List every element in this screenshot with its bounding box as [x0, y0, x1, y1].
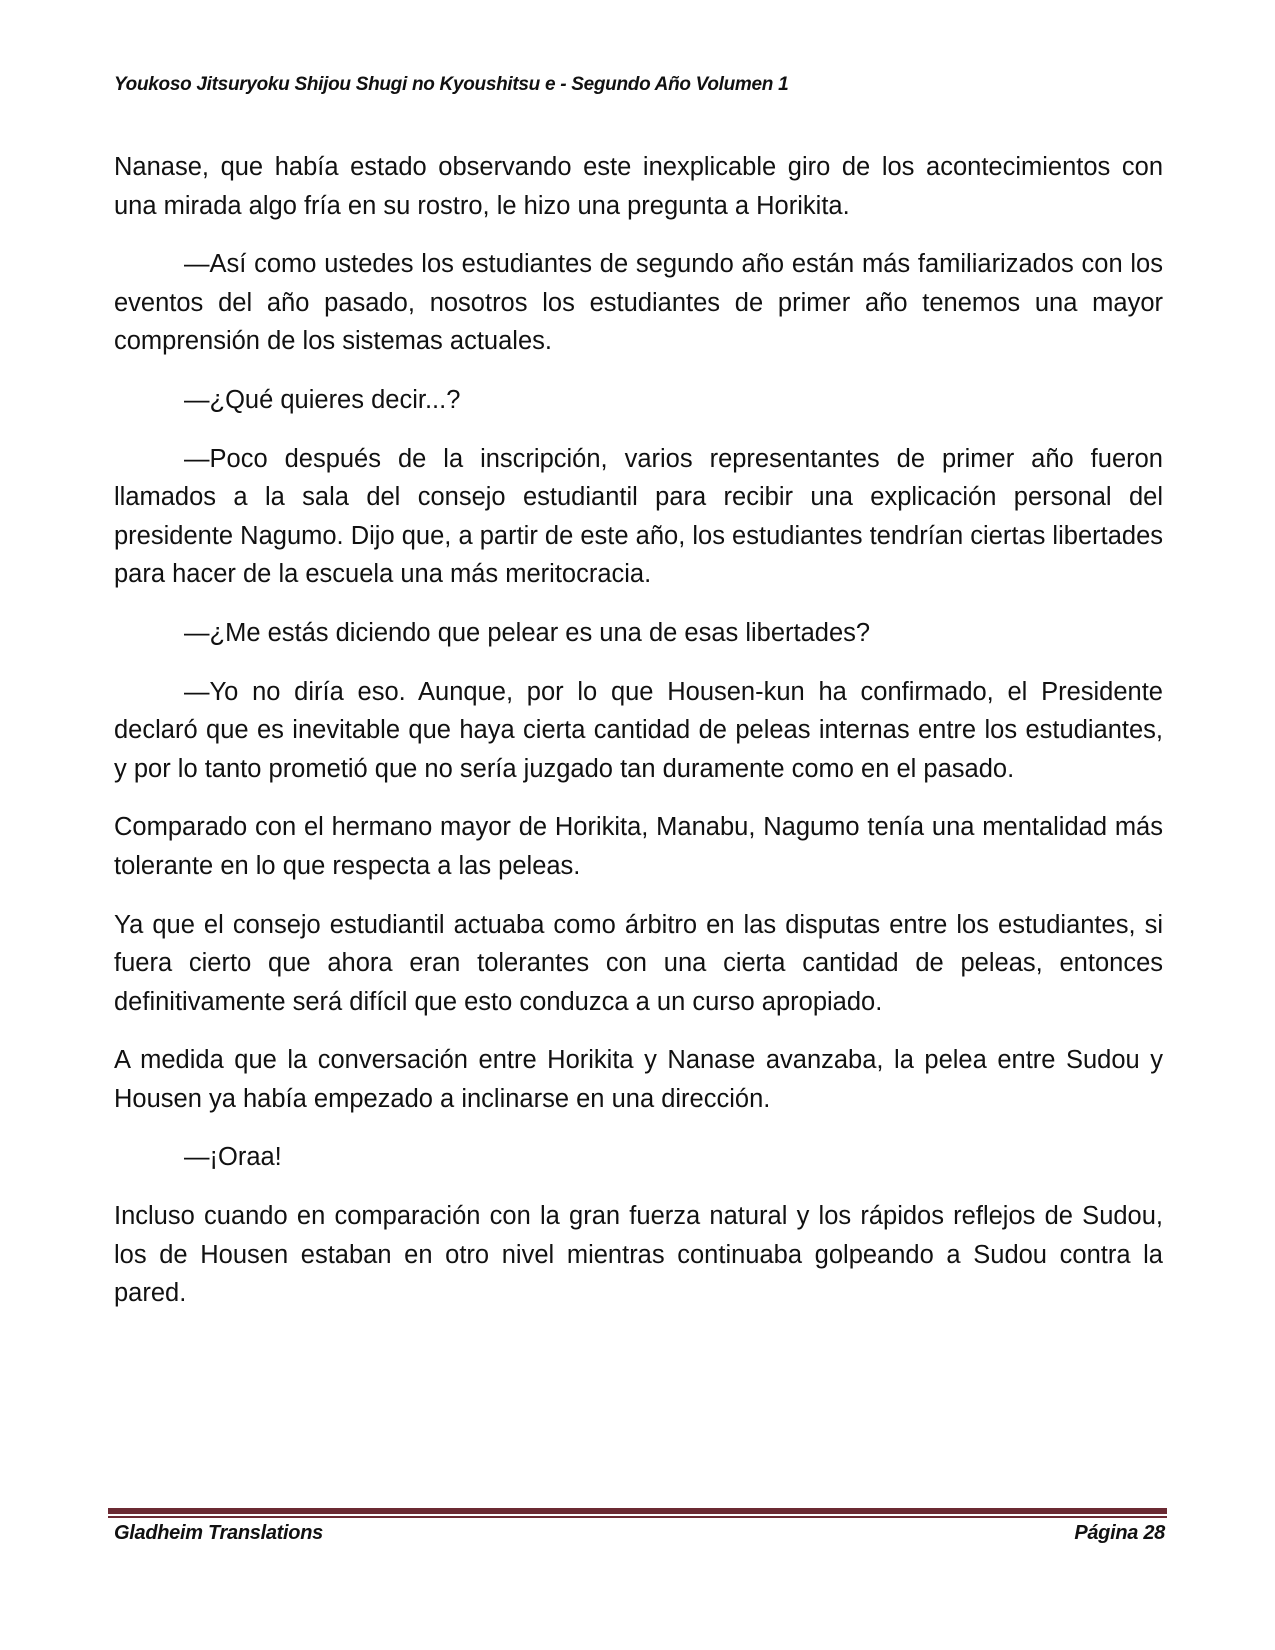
paragraph: A medida que la conversación entre Horikita y Nanase avanzaba, la pelea entre Sudou y Housen ya había empezado a inclinarse en una dirección. [114, 1046, 1163, 1113]
paragraph: Ya que el consejo estudiantil actuaba como árbitro en las disputas entre los estudiantes, si fuera cierto que ahora eran tolerantes con una cierta cantidad de peleas, entonces definitivamente será difícil que esto conduzca a un curso apropiado. [114, 910, 1163, 1016]
footer-rule-thin [108, 1516, 1167, 1518]
footer-rule-thick [108, 1508, 1167, 1514]
page-number: Página 28 [1074, 1522, 1165, 1544]
dialogue-paragraph: —Poco después de la inscripción, varios representantes de primer año fueron llamados a la sala del consejo estudiantil para recibir una explicación personal del presidente Nagumo. Dijo que, a partir de este año, los estudiantes tendrían ciertas libertades para hacer de la escuela una más meritocracia. [114, 444, 1163, 589]
footer-translator: Gladheim Translations [114, 1522, 323, 1544]
running-header: Youkoso Jitsuryoku Shijou Shugi no Kyoushitsu e - Segundo Año Volumen 1 [114, 74, 789, 95]
paragraph: Comparado con el hermano mayor de Horikita, Manabu, Nagumo tenía una mentalidad más tolerante en lo que respecta a las peleas. [114, 813, 1163, 880]
paragraph: Incluso cuando en comparación con la gran fuerza natural y los rápidos reflejos de Sudou, los de Housen estaban en otro nivel mientras continuaba golpeando a Sudou contra la pared. [114, 1202, 1163, 1308]
page-body [114, 148, 1163, 1333]
dialogue-paragraph: —Yo no diría eso. Aunque, por lo que Housen-kun ha confirmado, el Presidente declaró que es inevitable que haya cierta cantidad de peleas internas entre los estudiantes, y por lo tanto prometió que no sería juzgado tan duramente como en el pasado. [114, 677, 1163, 783]
paragraph: Nanase, que había estado observando este inexplicable giro de los acontecimientos con una mirada algo fría en su rostro, le hizo una pregunta a Horikita. [114, 153, 1163, 220]
dialogue-paragraph: —¡Oraa! [184, 1143, 282, 1172]
dialogue-paragraph: —¿Me estás diciendo que pelear es una de esas libertades? [184, 618, 871, 647]
dialogue-paragraph: —Así como ustedes los estudiantes de segundo año están más familiarizados con los eventos del año pasado, nosotros los estudiantes de primer año tenemos una mayor comprensión de los sistemas actuales. [114, 250, 1163, 356]
dialogue-paragraph: —¿Qué quieres decir...? [184, 385, 461, 414]
